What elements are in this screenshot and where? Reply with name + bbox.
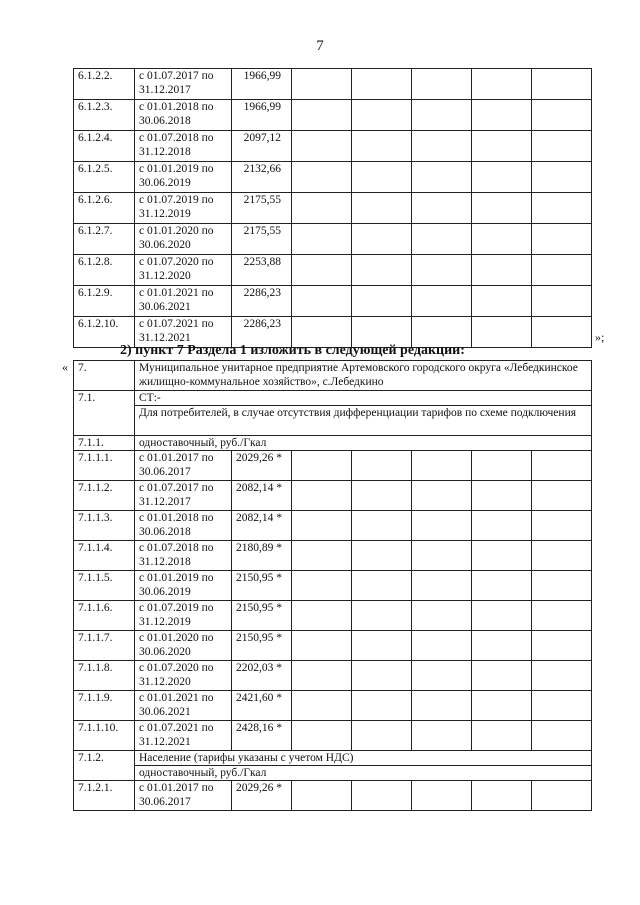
empty-cell	[352, 571, 412, 601]
row-code: 6.1.2.7.	[74, 224, 135, 255]
empty-cell	[412, 541, 472, 571]
table-row	[74, 69, 592, 100]
empty-cell	[532, 69, 592, 100]
empty-cell	[532, 541, 592, 571]
empty-cell	[292, 601, 352, 631]
st-label: СТ:-	[135, 391, 592, 406]
consumers-label: Для потребителей, в случае отсутствия дифференциации тарифов по схеме подключения	[135, 406, 592, 436]
empty-cell	[472, 631, 532, 661]
empty-cell	[292, 631, 352, 661]
table-row	[74, 255, 592, 286]
row-period: с 01.01.2018 по 30.06.2018	[135, 100, 232, 131]
empty-cell	[412, 286, 472, 317]
row-value: 2421,60 *	[232, 691, 292, 721]
empty-cell	[292, 481, 352, 511]
row-value: 2175,55	[232, 193, 292, 224]
empty-cell	[292, 691, 352, 721]
org-name: Муниципальное унитарное предприятие Артемовского городского округа «Лебедкинское жилищно-коммунальное хозяйство», с.Лебедкино	[135, 361, 592, 391]
row-period: с 01.01.2019 по 30.06.2019	[135, 162, 232, 193]
tariff-table-7	[73, 360, 592, 811]
empty-cell	[532, 661, 592, 691]
empty-cell	[472, 721, 532, 751]
row-value: 2253,88	[232, 255, 292, 286]
row-value: 2082,14 *	[232, 481, 292, 511]
row-value: 1966,99	[232, 69, 292, 100]
empty-cell	[352, 661, 412, 691]
empty-cell	[472, 100, 532, 131]
empty-cell	[292, 451, 352, 481]
page-number: 7	[316, 38, 324, 54]
row-period: с 01.01.2020 по 30.06.2020	[135, 224, 232, 255]
row-period: с 01.01.2019 по 30.06.2019	[135, 571, 232, 601]
row-period: с 01.07.2019 по 31.12.2019	[135, 601, 232, 631]
empty-cell	[412, 481, 472, 511]
row-period: с 01.07.2020 по 31.12.2020	[135, 255, 232, 286]
table-row	[74, 511, 592, 541]
empty-cell	[472, 691, 532, 721]
row-period: с 01.07.2017 по 31.12.2017	[135, 481, 232, 511]
row-value: 2132,66	[232, 162, 292, 193]
empty-cell	[352, 631, 412, 661]
empty-cell	[532, 255, 592, 286]
row-value: 2180,89 *	[232, 541, 292, 571]
row-period: с 01.07.2018 по 31.12.2018	[135, 541, 232, 571]
empty-cell	[352, 541, 412, 571]
empty-cell	[412, 571, 472, 601]
row-period: с 01.07.2018 по 31.12.2018	[135, 131, 232, 162]
table-row	[74, 286, 592, 317]
row-code: 6.1.2.9.	[74, 286, 135, 317]
table-row	[74, 781, 592, 811]
empty-cell	[292, 721, 352, 751]
row-value: 2082,14 *	[232, 511, 292, 541]
table-row	[74, 481, 592, 511]
row-code: 6.1.2.4.	[74, 131, 135, 162]
row-period: с 01.01.2021 по 30.06.2021	[135, 286, 232, 317]
row-code: 7.1.1.3.	[74, 511, 135, 541]
empty-cell	[352, 721, 412, 751]
row-code: 6.1.2.8.	[74, 255, 135, 286]
empty-cell	[412, 631, 472, 661]
row-code: 6.1.2.10.	[74, 317, 135, 348]
empty-cell	[412, 193, 472, 224]
single-code: 7.1.1.	[74, 436, 135, 451]
population-label: Население (тарифы указаны с учетом НДС)	[135, 751, 592, 766]
empty-cell	[472, 224, 532, 255]
empty-cell	[532, 224, 592, 255]
empty-cell	[532, 571, 592, 601]
empty-cell	[292, 255, 352, 286]
row-code: 7.1.1.9.	[74, 691, 135, 721]
empty-cell	[352, 100, 412, 131]
row-period: с 01.07.2021 по 31.12.2021	[135, 721, 232, 751]
table-row	[74, 451, 592, 481]
empty-cell	[532, 451, 592, 481]
empty-cell	[292, 541, 352, 571]
row-code: 6.1.2.5.	[74, 162, 135, 193]
empty-cell	[352, 511, 412, 541]
table-row	[74, 691, 592, 721]
empty-cell	[532, 721, 592, 751]
table-row	[74, 601, 592, 631]
empty-cell	[472, 193, 532, 224]
empty-cell	[412, 451, 472, 481]
table-row	[74, 100, 592, 131]
empty-cell	[352, 451, 412, 481]
empty-cell	[472, 69, 532, 100]
empty-cell	[532, 286, 592, 317]
row-period: с 01.01.2018 по 30.06.2018	[135, 511, 232, 541]
empty-cell	[532, 691, 592, 721]
row-code: 7.1.1.7.	[74, 631, 135, 661]
tariff-table-6	[73, 68, 592, 348]
empty-cell	[532, 601, 592, 631]
empty-cell	[352, 162, 412, 193]
empty-cell	[292, 162, 352, 193]
st-code: 7.1.	[74, 391, 135, 436]
population-row	[74, 751, 592, 766]
row-period: с 01.07.2020 по 31.12.2020	[135, 661, 232, 691]
empty-cell	[292, 224, 352, 255]
empty-cell	[292, 571, 352, 601]
opening-quote: «	[62, 360, 68, 374]
empty-cell	[472, 451, 532, 481]
empty-cell	[352, 781, 412, 811]
empty-cell	[472, 481, 532, 511]
empty-cell	[472, 541, 532, 571]
empty-cell	[292, 511, 352, 541]
org-row	[74, 361, 592, 391]
empty-cell	[532, 481, 592, 511]
row-value: 2150,95 *	[232, 601, 292, 631]
row-value: 2286,23	[232, 286, 292, 317]
empty-cell	[352, 224, 412, 255]
empty-cell	[412, 661, 472, 691]
empty-cell	[532, 511, 592, 541]
row-value: 2029,26 *	[232, 781, 292, 811]
empty-cell	[532, 781, 592, 811]
empty-cell	[352, 601, 412, 631]
empty-cell	[472, 781, 532, 811]
empty-cell	[412, 162, 472, 193]
empty-cell	[472, 661, 532, 691]
single-rate-row	[74, 436, 592, 451]
row-code: 7.1.2.1.	[74, 781, 135, 811]
empty-cell	[412, 100, 472, 131]
table-row	[74, 224, 592, 255]
empty-cell	[412, 131, 472, 162]
row-code: 6.1.2.6.	[74, 193, 135, 224]
st-row	[74, 391, 592, 406]
empty-cell	[412, 601, 472, 631]
row-period: с 01.01.2020 по 30.06.2020	[135, 631, 232, 661]
table-row	[74, 162, 592, 193]
table-row	[74, 131, 592, 162]
empty-cell	[472, 162, 532, 193]
empty-cell	[352, 193, 412, 224]
row-value: 2286,23	[232, 317, 292, 348]
empty-cell	[412, 255, 472, 286]
empty-cell	[352, 69, 412, 100]
empty-cell	[292, 100, 352, 131]
row-period: с 01.01.2017 по 30.06.2017	[135, 781, 232, 811]
empty-cell	[532, 100, 592, 131]
row-period: с 01.01.2021 по 30.06.2021	[135, 691, 232, 721]
row-period: с 01.07.2019 по 31.12.2019	[135, 193, 232, 224]
table-row	[74, 571, 592, 601]
row-code: 7.1.1.4.	[74, 541, 135, 571]
row-value: 1966,99	[232, 100, 292, 131]
empty-cell	[412, 781, 472, 811]
row-code: 6.1.2.3.	[74, 100, 135, 131]
empty-cell	[292, 69, 352, 100]
empty-cell	[472, 131, 532, 162]
empty-cell	[472, 255, 532, 286]
empty-cell	[352, 691, 412, 721]
row-code: 7.1.1.1.	[74, 451, 135, 481]
empty-cell	[472, 601, 532, 631]
table-row	[74, 541, 592, 571]
empty-cell	[292, 286, 352, 317]
population-code: 7.1.2.	[74, 751, 135, 781]
row-value: 2150,95 *	[232, 571, 292, 601]
row-value: 2150,95 *	[232, 631, 292, 661]
row-code: 7.1.1.8.	[74, 661, 135, 691]
empty-cell	[532, 131, 592, 162]
row-value: 2175,55	[232, 224, 292, 255]
empty-cell	[352, 255, 412, 286]
single-label: одноставочный, руб./Гкал	[135, 436, 592, 451]
table-row	[74, 721, 592, 751]
empty-cell	[472, 317, 532, 348]
row-code: 6.1.2.2.	[74, 69, 135, 100]
table-row	[74, 631, 592, 661]
row-value: 2029,26 *	[232, 451, 292, 481]
amendment-heading: 2) пункт 7 Раздела 1 изложить в следующей редакции:	[120, 343, 465, 358]
row-period: с 01.07.2017 по 31.12.2017	[135, 69, 232, 100]
org-code: 7.	[74, 361, 135, 391]
row-code: 7.1.1.2.	[74, 481, 135, 511]
empty-cell	[292, 661, 352, 691]
empty-cell	[292, 131, 352, 162]
empty-cell	[292, 193, 352, 224]
population-single-row	[74, 766, 592, 781]
empty-cell	[532, 162, 592, 193]
empty-cell	[532, 193, 592, 224]
population-single-label: одноставочный, руб./Гкал	[135, 766, 592, 781]
row-period: с 01.07.2021 по 31.12.2021	[135, 317, 232, 348]
row-code: 7.1.1.6.	[74, 601, 135, 631]
empty-cell	[472, 511, 532, 541]
row-period: с 01.01.2017 по 30.06.2017	[135, 451, 232, 481]
empty-cell	[352, 286, 412, 317]
consumers-row	[74, 406, 592, 436]
row-value: 2202,03 *	[232, 661, 292, 691]
empty-cell	[292, 781, 352, 811]
empty-cell	[532, 317, 592, 348]
row-value: 2097,12	[232, 131, 292, 162]
closing-quote: »;	[595, 330, 605, 344]
empty-cell	[412, 691, 472, 721]
table-row	[74, 661, 592, 691]
empty-cell	[352, 131, 412, 162]
empty-cell	[412, 69, 472, 100]
empty-cell	[412, 721, 472, 751]
empty-cell	[352, 481, 412, 511]
empty-cell	[472, 571, 532, 601]
empty-cell	[472, 286, 532, 317]
empty-cell	[532, 631, 592, 661]
empty-cell	[412, 511, 472, 541]
row-code: 7.1.1.10.	[74, 721, 135, 751]
table-row	[74, 193, 592, 224]
row-value: 2428,16 *	[232, 721, 292, 751]
row-code: 7.1.1.5.	[74, 571, 135, 601]
empty-cell	[412, 224, 472, 255]
